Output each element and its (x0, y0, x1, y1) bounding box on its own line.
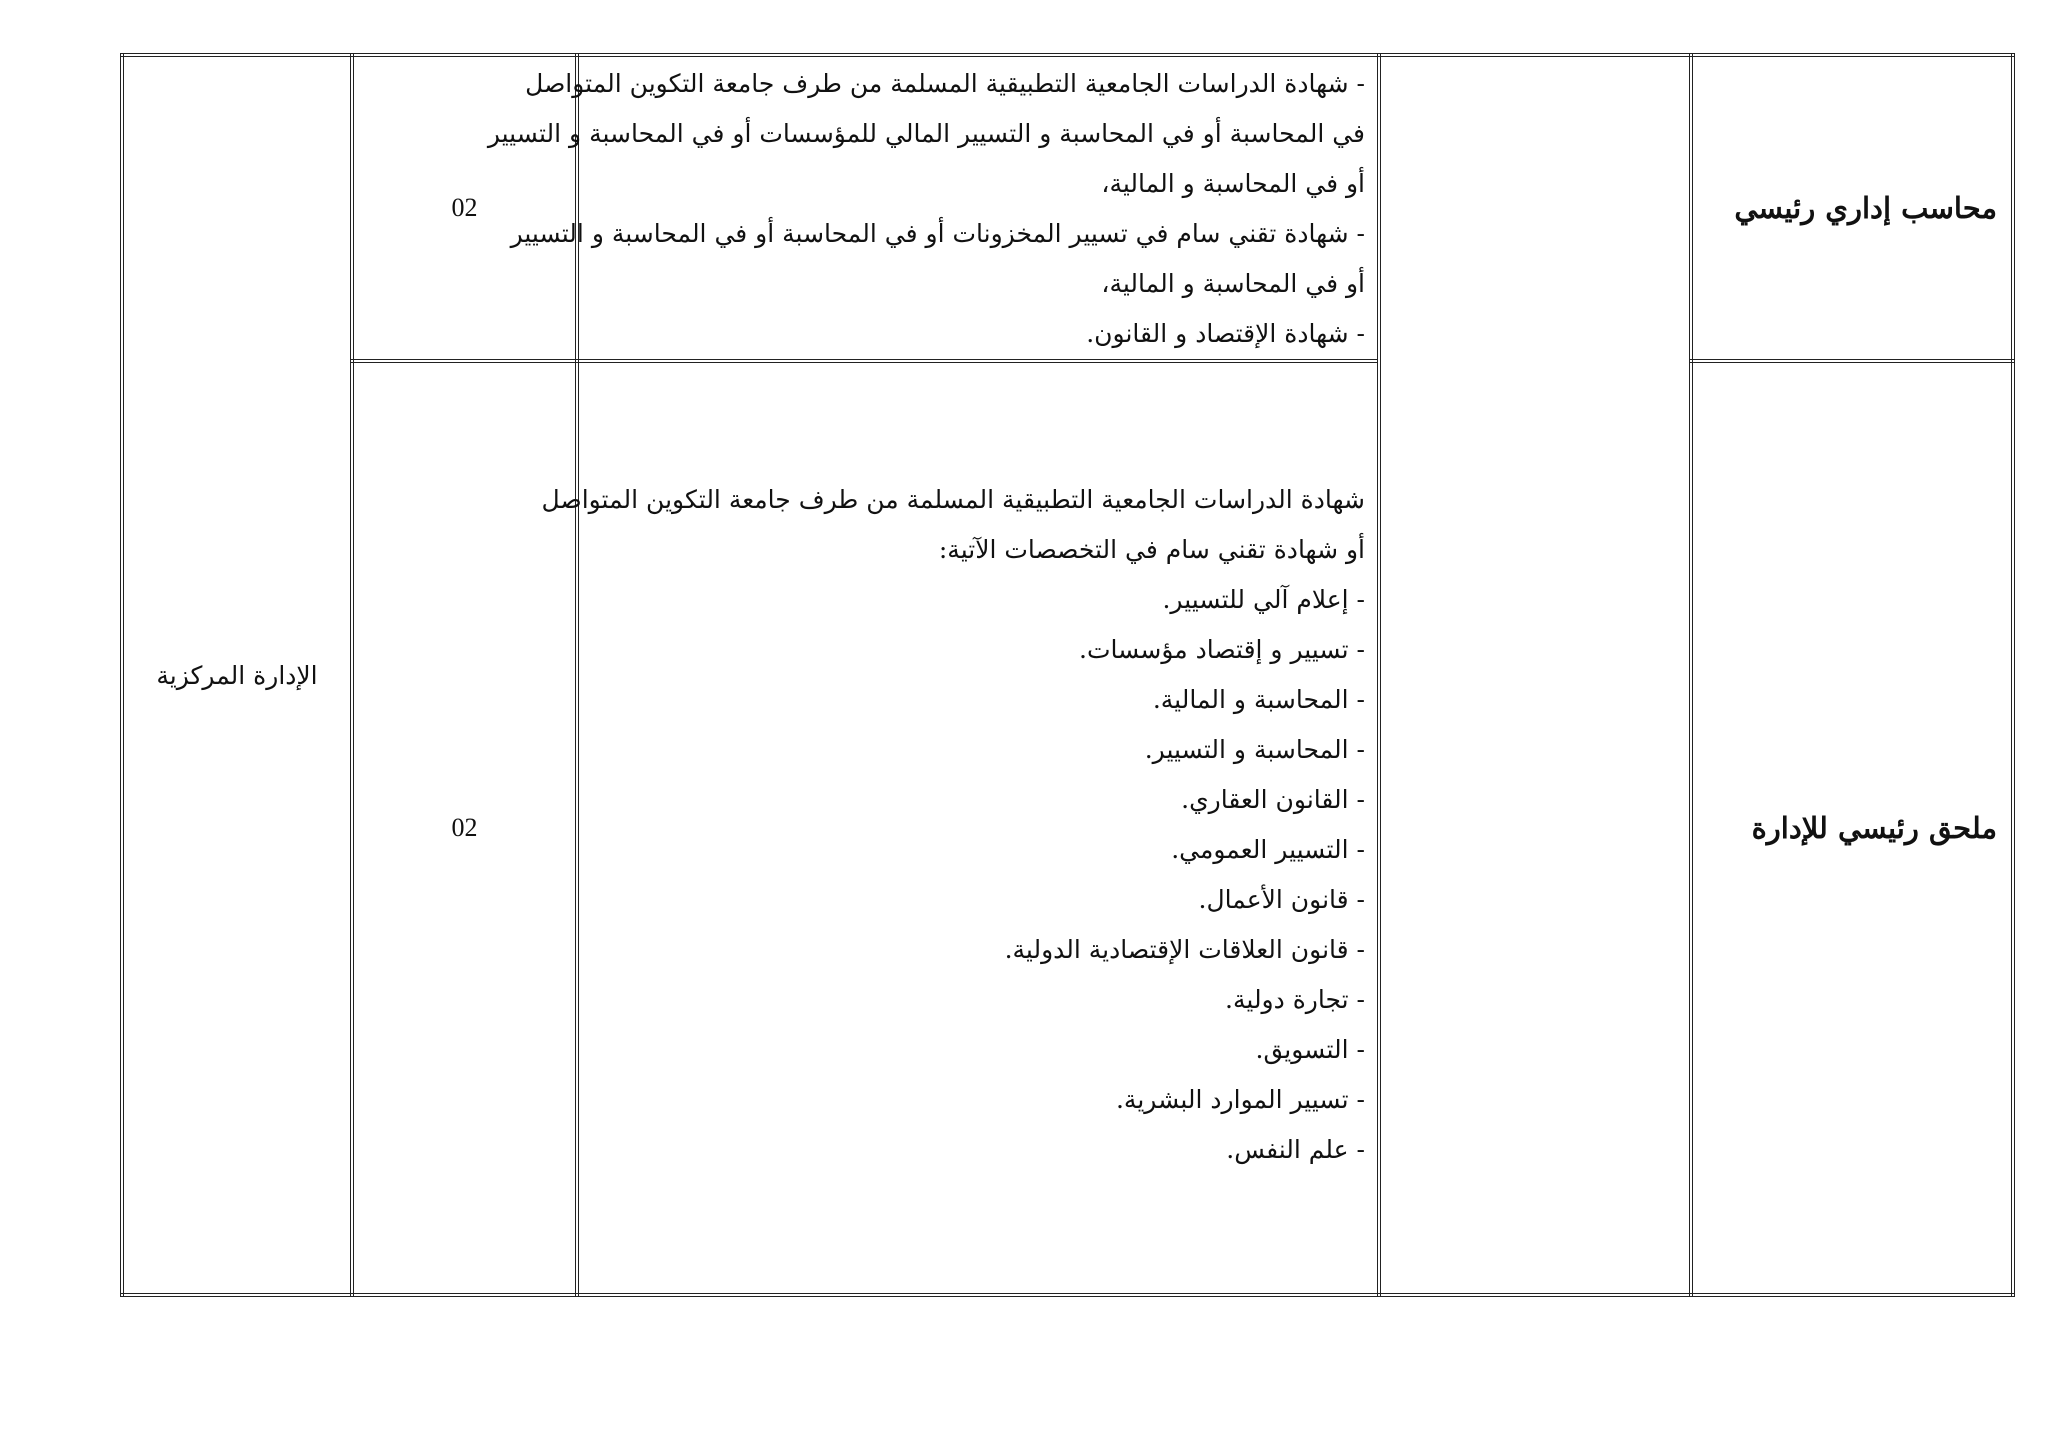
diploma-cell (541, 361, 1379, 1295)
department-name: الإدارة المركزية (156, 660, 318, 690)
diploma-line: - تسيير و إقتصاد مؤسسات. (1079, 635, 1365, 664)
empty-cell (1379, 55, 1691, 1295)
position-title: محاسب إداري رئيسي (1734, 191, 1997, 225)
diploma-line: - القانون العقاري. (1181, 785, 1365, 814)
diploma-line: - المحاسبة و التسيير. (1144, 735, 1365, 764)
diploma-line: - شهادة الدراسات الجامعية التطبيقية المسلمة من طرف جامعة التكوين المتواصل (525, 69, 1365, 98)
diploma-line: أو في المحاسبة و المالية، (1101, 169, 1365, 198)
diploma-line: - علم النفس. (1226, 1135, 1365, 1164)
diploma-line: - المحاسبة و المالية. (1152, 685, 1365, 714)
diploma-line: - قانون العلاقات الإقتصادية الدولية. (1004, 935, 1365, 964)
diploma-line: - قانون الأعمال. (1198, 885, 1365, 914)
diploma-line: - شهادة الإقتصاد و القانون. (1086, 319, 1365, 348)
diploma-line: شهادة الدراسات الجامعية التطبيقية المسلمة من طرف جامعة التكوين المتواصل (541, 485, 1365, 514)
diploma-line: - تسيير الموارد البشرية. (1115, 1085, 1365, 1114)
diploma-line: أو شهادة تقني سام في التخصصات الآتية: (938, 535, 1365, 564)
diploma-line: - إعلام آلي للتسيير. (1162, 585, 1365, 614)
diploma-line: أو في المحاسبة و المالية، (1101, 269, 1365, 298)
diploma-cell (487, 55, 1379, 361)
position-count: 02 (451, 193, 478, 222)
diploma-line: - التسويق. (1255, 1035, 1365, 1064)
diploma-line: في المحاسبة أو في المحاسبة و التسيير المالي للمؤسسات أو في المحاسبة و التسيير (487, 119, 1365, 148)
table-row (122, 55, 2013, 361)
diploma-line: - التسيير العمومي. (1171, 835, 1365, 864)
position-title-cell (1691, 55, 2013, 361)
positions-table (120, 53, 2015, 1297)
table-row (122, 361, 2013, 1295)
diploma-line: - شهادة تقني سام في تسيير المخزونات أو في المحاسبة أو في المحاسبة و التسيير (510, 219, 1365, 248)
department-cell (122, 55, 352, 1295)
position-title-cell (1691, 361, 2013, 1295)
position-title: ملحق رئيسي للإدارة (1751, 811, 1997, 845)
diploma-line: - تجارة دولية. (1225, 985, 1365, 1014)
position-count: 02 (451, 813, 478, 842)
